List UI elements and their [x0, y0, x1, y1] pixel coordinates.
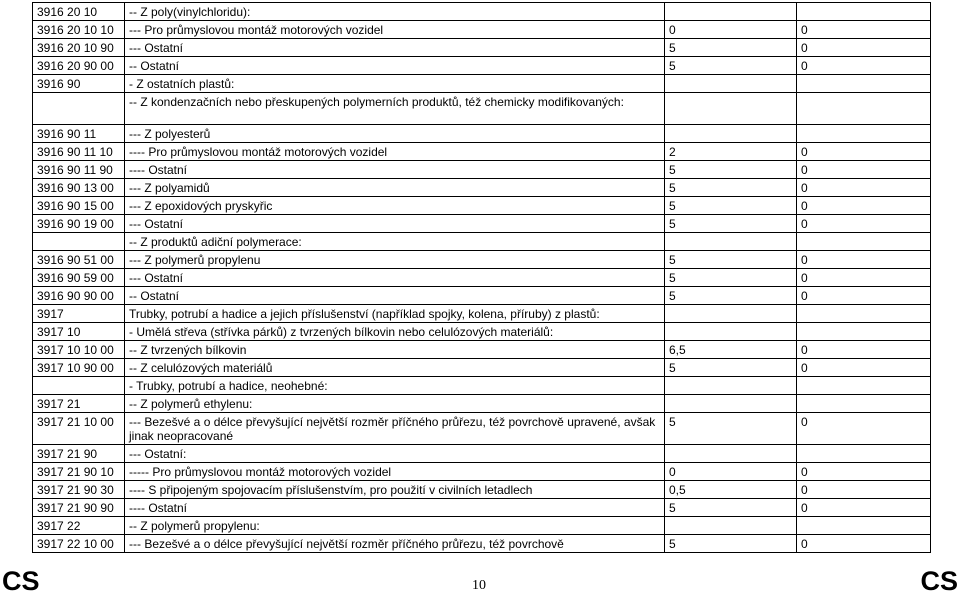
duty-rate-cell: 5: [665, 161, 797, 179]
description-cell: - Z ostatních plastů:: [125, 75, 665, 93]
secondary-rate-cell: 0: [797, 499, 931, 517]
tariff-code-cell: 3916 90 51 00: [33, 251, 125, 269]
tariff-code-cell: 3916 20 10: [33, 3, 125, 21]
footer-language-left: CS: [2, 566, 40, 596]
description-cell: --- Ostatní: [125, 269, 665, 287]
description-cell: ---- Ostatní: [125, 161, 665, 179]
secondary-rate-cell: 0: [797, 197, 931, 215]
duty-rate-cell: [665, 233, 797, 251]
secondary-rate-cell: 0: [797, 341, 931, 359]
description-cell: ---- Pro průmyslovou montáž motorových vozidel: [125, 143, 665, 161]
table-row: [33, 517, 931, 535]
duty-rate-cell: 0: [665, 463, 797, 481]
description-cell: --- Z epoxidových pryskyřic: [125, 197, 665, 215]
table-row: [33, 481, 931, 499]
description-cell: -- Z poly(vinylchloridu):: [125, 3, 665, 21]
tariff-code-cell: 3916 90 19 00: [33, 215, 125, 233]
description-cell: -- Ostatní: [125, 57, 665, 75]
tariff-code-cell: 3917 21 90 10: [33, 463, 125, 481]
secondary-rate-cell: 0: [797, 143, 931, 161]
table-row: [33, 269, 931, 287]
duty-rate-cell: 5: [665, 269, 797, 287]
secondary-rate-cell: [797, 233, 931, 251]
secondary-rate-cell: [797, 377, 931, 395]
description-cell: --- Z polymerů propylenu: [125, 251, 665, 269]
duty-rate-cell: 5: [665, 215, 797, 233]
description-cell: --- Bezešvé a o délce převyšující největší rozměr příčného průřezu, též povrchově upravené, avšak jinak neopracované: [125, 413, 665, 445]
duty-rate-cell: 5: [665, 535, 797, 553]
secondary-rate-cell: [797, 395, 931, 413]
secondary-rate-cell: 0: [797, 179, 931, 197]
secondary-rate-cell: [797, 517, 931, 535]
duty-rate-cell: 5: [665, 251, 797, 269]
tariff-code-cell: 3916 20 10 90: [33, 39, 125, 57]
description-cell: --- Bezešvé a o délce převyšující největší rozměr příčného průřezu, též povrchově: [125, 535, 665, 553]
table-row: [33, 413, 931, 445]
tariff-code-cell: 3917 21: [33, 395, 125, 413]
table-row: [33, 39, 931, 57]
table-row: [33, 197, 931, 215]
secondary-rate-cell: [797, 445, 931, 463]
description-cell: --- Ostatní: [125, 39, 665, 57]
secondary-rate-cell: 0: [797, 161, 931, 179]
tariff-code-cell: 3916 90 11 90: [33, 161, 125, 179]
tariff-code-cell: [33, 93, 125, 125]
description-cell: -- Z produktů adiční polymerace:: [125, 233, 665, 251]
tariff-code-cell: 3917 10 10 00: [33, 341, 125, 359]
duty-rate-cell: [665, 3, 797, 21]
duty-rate-cell: 0: [665, 21, 797, 39]
secondary-rate-cell: 0: [797, 535, 931, 553]
duty-rate-cell: [665, 125, 797, 143]
table-row: [33, 499, 931, 517]
secondary-rate-cell: [797, 93, 931, 125]
secondary-rate-cell: 0: [797, 215, 931, 233]
tariff-code-cell: 3917 21 90 90: [33, 499, 125, 517]
secondary-rate-cell: [797, 323, 931, 341]
duty-rate-cell: [665, 305, 797, 323]
description-cell: Trubky, potrubí a hadice a jejich příslušenství (například spojky, kolena, příruby) z plastů:: [125, 305, 665, 323]
description-cell: -- Z kondenzačních nebo přeskupených polymerních produktů, též chemicky modifikovaných:: [125, 93, 665, 125]
table-row: [33, 377, 931, 395]
table-row: [33, 57, 931, 75]
table-row: [33, 179, 931, 197]
duty-rate-cell: [665, 75, 797, 93]
tariff-code-cell: 3916 90: [33, 75, 125, 93]
table-row: [33, 93, 931, 125]
description-cell: -- Z tvrzených bílkovin: [125, 341, 665, 359]
tariff-code-cell: 3916 90 90 00: [33, 287, 125, 305]
description-cell: ---- Ostatní: [125, 499, 665, 517]
tariff-code-cell: 3916 90 13 00: [33, 179, 125, 197]
table-row: [33, 3, 931, 21]
secondary-rate-cell: [797, 75, 931, 93]
description-cell: --- Ostatní: [125, 215, 665, 233]
duty-rate-cell: [665, 517, 797, 535]
secondary-rate-cell: 0: [797, 39, 931, 57]
duty-rate-cell: 5: [665, 39, 797, 57]
tariff-code-cell: [33, 233, 125, 251]
table-row: [33, 143, 931, 161]
table-row: [33, 463, 931, 481]
tariff-code-cell: 3916 90 11: [33, 125, 125, 143]
duty-rate-cell: 6,5: [665, 341, 797, 359]
table-row: [33, 305, 931, 323]
tariff-code-cell: 3917 22 10 00: [33, 535, 125, 553]
table-row: [33, 395, 931, 413]
description-cell: ----- Pro průmyslovou montáž motorových vozidel: [125, 463, 665, 481]
duty-rate-cell: 5: [665, 413, 797, 445]
table-row: [33, 323, 931, 341]
tariff-code-cell: 3917 10: [33, 323, 125, 341]
tariff-code-cell: 3917 21 90: [33, 445, 125, 463]
description-cell: -- Z celulózových materiálů: [125, 359, 665, 377]
duty-rate-cell: 2: [665, 143, 797, 161]
description-cell: --- Ostatní:: [125, 445, 665, 463]
tariff-code-cell: 3917 21 90 30: [33, 481, 125, 499]
duty-rate-cell: 5: [665, 499, 797, 517]
duty-rate-cell: 0,5: [665, 481, 797, 499]
duty-rate-cell: [665, 445, 797, 463]
tariff-table: [32, 2, 931, 553]
page-number: 10: [472, 578, 486, 593]
secondary-rate-cell: 0: [797, 287, 931, 305]
description-cell: --- Pro průmyslovou montáž motorových vozidel: [125, 21, 665, 39]
description-cell: -- Ostatní: [125, 287, 665, 305]
duty-rate-cell: 5: [665, 179, 797, 197]
tariff-code-cell: 3916 90 15 00: [33, 197, 125, 215]
tariff-code-cell: 3916 90 11 10: [33, 143, 125, 161]
secondary-rate-cell: 0: [797, 21, 931, 39]
duty-rate-cell: 5: [665, 197, 797, 215]
table-row: [33, 359, 931, 377]
description-cell: - Umělá střeva (střívka párků) z tvrzených bílkovin nebo celulózových materiálů:: [125, 323, 665, 341]
table-row: [33, 233, 931, 251]
duty-rate-cell: [665, 395, 797, 413]
description-cell: --- Z polyamidů: [125, 179, 665, 197]
table-row: [33, 21, 931, 39]
table-row: [33, 287, 931, 305]
table-row: [33, 535, 931, 553]
tariff-code-cell: 3916 20 90 00: [33, 57, 125, 75]
table-row: [33, 251, 931, 269]
description-cell: - Trubky, potrubí a hadice, neohebné:: [125, 377, 665, 395]
description-cell: --- Z polyesterů: [125, 125, 665, 143]
duty-rate-cell: 5: [665, 57, 797, 75]
description-cell: -- Z polymerů ethylenu:: [125, 395, 665, 413]
table-row: [33, 125, 931, 143]
secondary-rate-cell: 0: [797, 413, 931, 445]
tariff-code-cell: 3917 22: [33, 517, 125, 535]
table-row: [33, 215, 931, 233]
tariff-code-cell: [33, 377, 125, 395]
secondary-rate-cell: 0: [797, 481, 931, 499]
description-cell: ---- S připojeným spojovacím příslušenstvím, pro použití v civilních letadlech: [125, 481, 665, 499]
secondary-rate-cell: 0: [797, 463, 931, 481]
table-row: [33, 445, 931, 463]
secondary-rate-cell: 0: [797, 57, 931, 75]
duty-rate-cell: 5: [665, 287, 797, 305]
tariff-table-body: [33, 3, 931, 553]
tariff-code-cell: 3916 20 10 10: [33, 21, 125, 39]
duty-rate-cell: 5: [665, 359, 797, 377]
tariff-code-cell: 3917 10 90 00: [33, 359, 125, 377]
secondary-rate-cell: 0: [797, 359, 931, 377]
secondary-rate-cell: [797, 305, 931, 323]
description-cell: -- Z polymerů propylenu:: [125, 517, 665, 535]
footer-language-right: CS: [920, 566, 958, 596]
duty-rate-cell: [665, 323, 797, 341]
duty-rate-cell: [665, 93, 797, 125]
tariff-code-cell: 3917: [33, 305, 125, 323]
tariff-code-cell: 3916 90 59 00: [33, 269, 125, 287]
secondary-rate-cell: 0: [797, 251, 931, 269]
secondary-rate-cell: [797, 125, 931, 143]
duty-rate-cell: [665, 377, 797, 395]
table-row: [33, 341, 931, 359]
secondary-rate-cell: 0: [797, 269, 931, 287]
table-row: [33, 161, 931, 179]
secondary-rate-cell: [797, 3, 931, 21]
table-row: [33, 75, 931, 93]
tariff-code-cell: 3917 21 10 00: [33, 413, 125, 445]
